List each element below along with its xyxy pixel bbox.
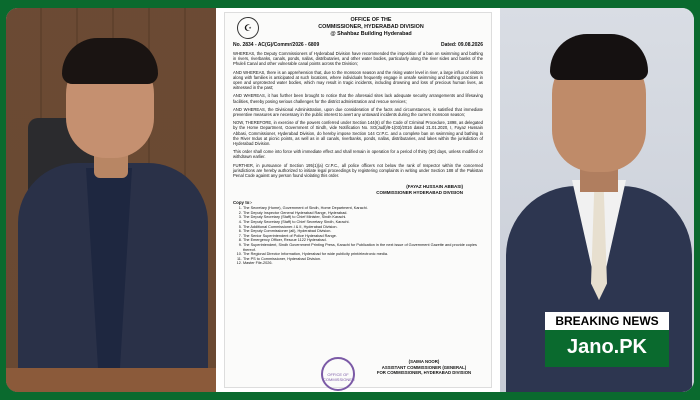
desk bbox=[6, 368, 216, 392]
signatory-title: COMMISSIONER HYDERABAD DIVISION bbox=[376, 190, 463, 196]
assistant-name: (SAIMA NOOR) bbox=[408, 359, 440, 364]
assistant-signature-block bbox=[361, 359, 487, 376]
official-order-document bbox=[224, 12, 492, 388]
copy-recipient: 10. The Regional Director Information, Hyderabad for wide publicity print/electronic media. bbox=[243, 252, 483, 257]
copy-recipient: 9. The Superintendent, Sindh Government Printing Press, Karachi for Publication in the next issue of Government Gazette and provide copies thereof. bbox=[243, 243, 483, 252]
signatory-name: (FAYAZ HUSSAIN ABBASI) bbox=[406, 184, 463, 190]
breaking-news-badge bbox=[545, 312, 669, 367]
copy-recipient: 7. The Senior Superintendent of Police Hyderabad Range. bbox=[243, 234, 483, 239]
authorization-paragraph: FURTHER, in pursuance of Section 195(1)(a) Cr.P.C., all police officers not below the rank of Inspector within the concerned jurisdictions are hereby authorized to initiate legal proceedings by registering complaints in writing under Section 188 of the Pakistan Penal Code against any person found violating this order. bbox=[233, 162, 483, 179]
copy-recipient: 2. The Deputy Inspector General Hyderabad Range, Hyderabad. bbox=[243, 211, 483, 216]
copy-recipient: 8. The Emergency Officer, Rescue 1122 Hyderabad. bbox=[243, 238, 483, 243]
copy-to-heading: Copy to:- bbox=[233, 200, 253, 206]
whereas-paragraph-3: AND WHEREAS, it has further been brought to notice that the aforesaid sites lack adequate security arrangements and lifesaving facilities, thereby posing serious challenges for the district administration and rescue services; bbox=[233, 93, 483, 104]
copy-recipient: 4. The Deputy Secretary (Staff) to Chief Secretary Sindh, Karachi. bbox=[243, 220, 483, 225]
office-header bbox=[259, 17, 483, 38]
copy-recipient: 6. The Deputy Commissioner (all), Hyderabad Division. bbox=[243, 229, 483, 234]
breaking-news-label: BREAKING NEWS bbox=[545, 312, 669, 330]
copy-recipient: 3. The Deputy Secretary (Staff) to Chief Minister, Sindh Karachi. bbox=[243, 215, 483, 220]
copy-recipient-list bbox=[233, 206, 483, 266]
copy-recipient: 11. The PS to Commissioner, Hyderabad Division. bbox=[243, 257, 483, 262]
stamp-text: OFFICE OF COMMISSIONER bbox=[323, 372, 355, 382]
whereas-paragraph-4: AND WHEREAS, the Divisional Administration, upon due consideration of the facts and circumstances, is satisfied that immediate preventive measures are necessary in the public interest to avert any untoward incidents during the current monsoon season; bbox=[233, 106, 483, 118]
copy-recipient: 1. The Secretary (Home), Government of Sindh, Home Department, Karachi. bbox=[243, 206, 483, 211]
whereas-paragraph-1: WHEREAS, the Deputy Commissioners of Hyderabad Division have recommended the imposition of a ban on swimming and bathing in rivers, riverbanks, canals, ponds, nallas, distributaries, and other water bodies, particularly along the river sides and banks of the Phuleli Canal and other vulnerable canal points across the Division; bbox=[233, 51, 483, 67]
office-line-1: OFFICE OF THE bbox=[350, 17, 392, 23]
hair bbox=[62, 38, 158, 84]
government-emblem-icon: ☪ bbox=[237, 17, 259, 39]
reference-number: No. 2834 - AC(G)/Commr/2026 - 6809 bbox=[233, 42, 320, 48]
hair bbox=[550, 34, 648, 80]
commissioner-signature-block bbox=[233, 184, 483, 196]
copy-recipient: 5. The Additional Commissioner-I & II, Hyderabad Division. bbox=[243, 225, 483, 230]
brand-logo: Jano.PK bbox=[545, 330, 669, 367]
order-paragraph: NOW, THEREFORE, in exercise of the powers conferred under Section 144(6) of the Code of Criminal Procedure, 1898, as delegated by the Home Department, Government of Sindh, vide Notification No. SO(Judl)/8-1(03)/2016 dated 21.01.2020, I, Fayaz Hussain Abbasi, Commissioner, Hyderabad Division, do hereby impose Section 144 Cr.P.C. and a complete ban on swimming and bathing in the River Indus at picnic points, as well as in all canals, riverbanks, ponds, nallas, distributaries, and lakes within the jurisdiction of Hyderabad Division. bbox=[233, 120, 483, 147]
copy-recipient: 12. Master File-2026. bbox=[243, 261, 483, 266]
office-line-3: @ Shahbaz Building Hyderabad bbox=[330, 31, 412, 37]
assistant-title-1: ASSISTANT COMMISSIONER (GENERAL) bbox=[381, 364, 467, 370]
order-date: Dated: 09.08.2026 bbox=[441, 42, 483, 48]
photo-official-left bbox=[6, 8, 216, 392]
office-seal-stamp bbox=[321, 357, 355, 391]
assistant-title-2: FOR COMMISSIONER, HYDERABAD DIVISION bbox=[376, 370, 472, 376]
reference-line bbox=[233, 42, 483, 48]
whereas-paragraph-2: AND WHEREAS, there is an apprehension that, due to the monsoon season and the rising water level in river, a large influx of visitors along with families is anticipated at such locations, where individuals frequently engage in unsafe swimming and bathing practices in open and unprotected water bodies, which may result in tragic incidents, including drowning and loss of precious human lives, as witnessed in the past; bbox=[233, 69, 483, 91]
office-line-2: COMMISSIONER, HYDERABAD DIVISION bbox=[318, 24, 424, 30]
duration-paragraph: This order shall come into force with immediate effect and shall remain in operation for a period of thirty (30) days, unless modified or withdrawn earlier. bbox=[233, 149, 483, 160]
